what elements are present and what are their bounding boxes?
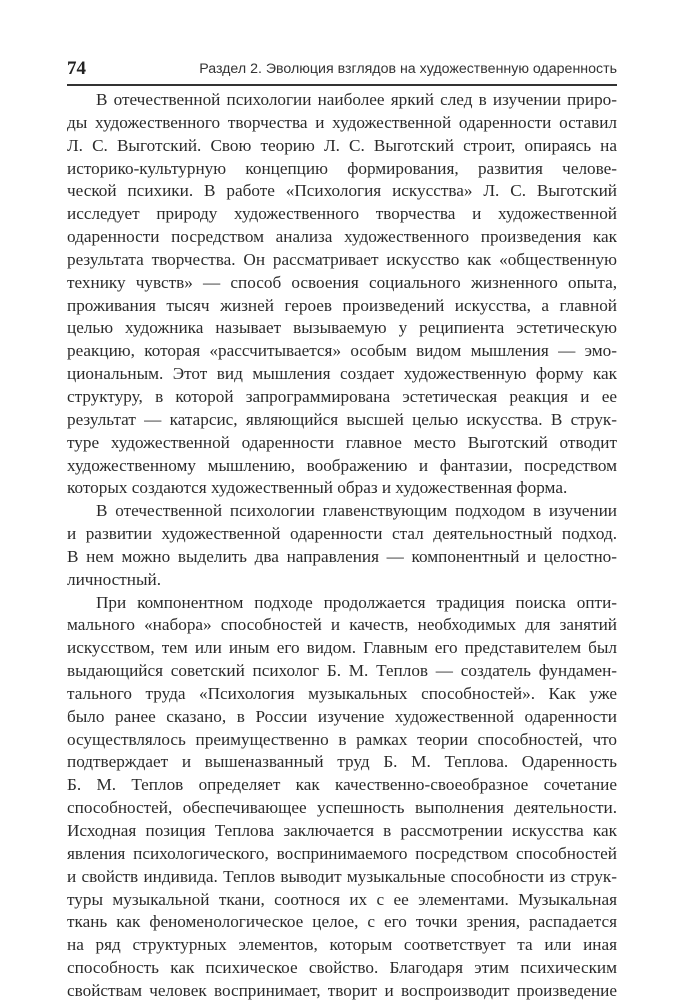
text-line: туры музыкальной ткани, соотнося их с ее элементами. Музыкальная: [67, 889, 617, 909]
text-line: результат — катарсис, являющийся высшей целью искусства. В струк-: [67, 409, 617, 429]
page-body: [67, 89, 617, 1003]
paragraph: [67, 89, 617, 500]
paragraph: [67, 592, 617, 1003]
text-line: результата творчества. Он рассматривает искусство как «общественную: [67, 249, 617, 269]
text-line: искусством, тем или иным его видом. Главным его представителем был: [67, 638, 617, 658]
text-line: и развитии художественной одаренности стал деятельностный подход.: [67, 524, 617, 544]
text-line: мального «набора» способностей и качеств, необходимых для занятий: [67, 615, 617, 635]
text-line: При компонентном подходе продолжается традиция поиска опти-: [96, 592, 617, 612]
text-line: туре художественной одаренности главное место Выготский отводит: [67, 432, 617, 452]
text-line: на ряд структурных элементов, которым соответствует та или иная: [67, 935, 617, 955]
text-line: В отечественной психологии главенствующим подходом в изучении: [96, 501, 617, 521]
text-line: которых создаются художественный образ и художественная форма.: [67, 478, 568, 498]
text-line: исследует природу художественного творчества и художественной: [67, 204, 617, 224]
running-title: Раздел 2. Эволюция взглядов на художественную одаренность: [199, 61, 617, 77]
page-number: 74: [67, 58, 86, 79]
text-line: художественному мышлению, воображению и фантазии, посредством: [67, 455, 617, 475]
text-line: тального труда «Психология музыкальных способностей». Как уже: [67, 683, 617, 703]
text-line: ды художественного творчества и художественной одаренности оставил: [67, 112, 617, 132]
text-line: циональным. Этот вид мышления создает художественную форму как: [67, 364, 617, 384]
text-line: историко-культурную концепцию формирования, развития челове-: [67, 158, 617, 178]
text-line: Исходная позиция Теплова заключается в рассмотрении искусства как: [67, 821, 617, 840]
text-line: структуру, в которой запрограммирована эстетическая реакция и ее: [67, 386, 617, 406]
text-line: явления психологического, воспринимаемого посредством способностей: [67, 843, 617, 863]
text-line: было ранее сказано, в России изучение художественной одаренности: [67, 706, 617, 726]
text-line: Л. С. Выготский. Свою теорию Л. С. Выготский строит, опираясь на: [67, 135, 617, 155]
text-line: ткань как феноменологическое целое, с его точки зрения, распадается: [67, 912, 617, 932]
text-line: целью художника называет вызываемую у реципиента эстетическую: [67, 318, 617, 338]
paragraph: [67, 500, 617, 591]
text-line: личностный.: [67, 569, 162, 589]
text-line: реакцию, которая «рассчитывается» особым видом мышления — эмо-: [67, 341, 617, 361]
text-line: Б. М. Теплов определяет как качественно-своеобразное сочетание: [67, 775, 617, 795]
text-line: подтверждает и вышеназванный труд Б. М. Теплова. Одаренность: [67, 752, 617, 772]
text-line: выдающийся советский психолог Б. М. Теплов — создатель фундамен-: [67, 661, 617, 681]
text-line: проживания тысяч жизней героев произведений искусства, а главной: [67, 295, 617, 315]
text-line: В отечественной психологии наиболее яркий след в изучении приро-: [96, 90, 617, 109]
text-line: В нем можно выделить два направления — компонентный и целостно-: [67, 546, 617, 566]
text-line: одаренности посредством анализа художественного произведения как: [67, 227, 617, 247]
text-line: способность как психическое свойство. Благодаря этим психическим: [67, 958, 617, 978]
text-line: свойствам человек воспринимает, творит и воспроизводит произведение: [67, 980, 617, 1000]
text-line: технику чувств» — способ освоения социального жизненного опыта,: [67, 272, 617, 292]
text-line: осуществлялось преимущественно в рамках теории способностей, что: [67, 729, 617, 749]
text-line: ческой психики. В работе «Психология искусства» Л. С. Выготский: [67, 181, 617, 201]
text-line: и свойств индивида. Теплов выводит музыкальные способности из струк-: [67, 866, 617, 886]
running-header: [67, 56, 617, 86]
text-line: способностей, обеспечивающее успешность выполнения деятельности.: [67, 798, 617, 818]
